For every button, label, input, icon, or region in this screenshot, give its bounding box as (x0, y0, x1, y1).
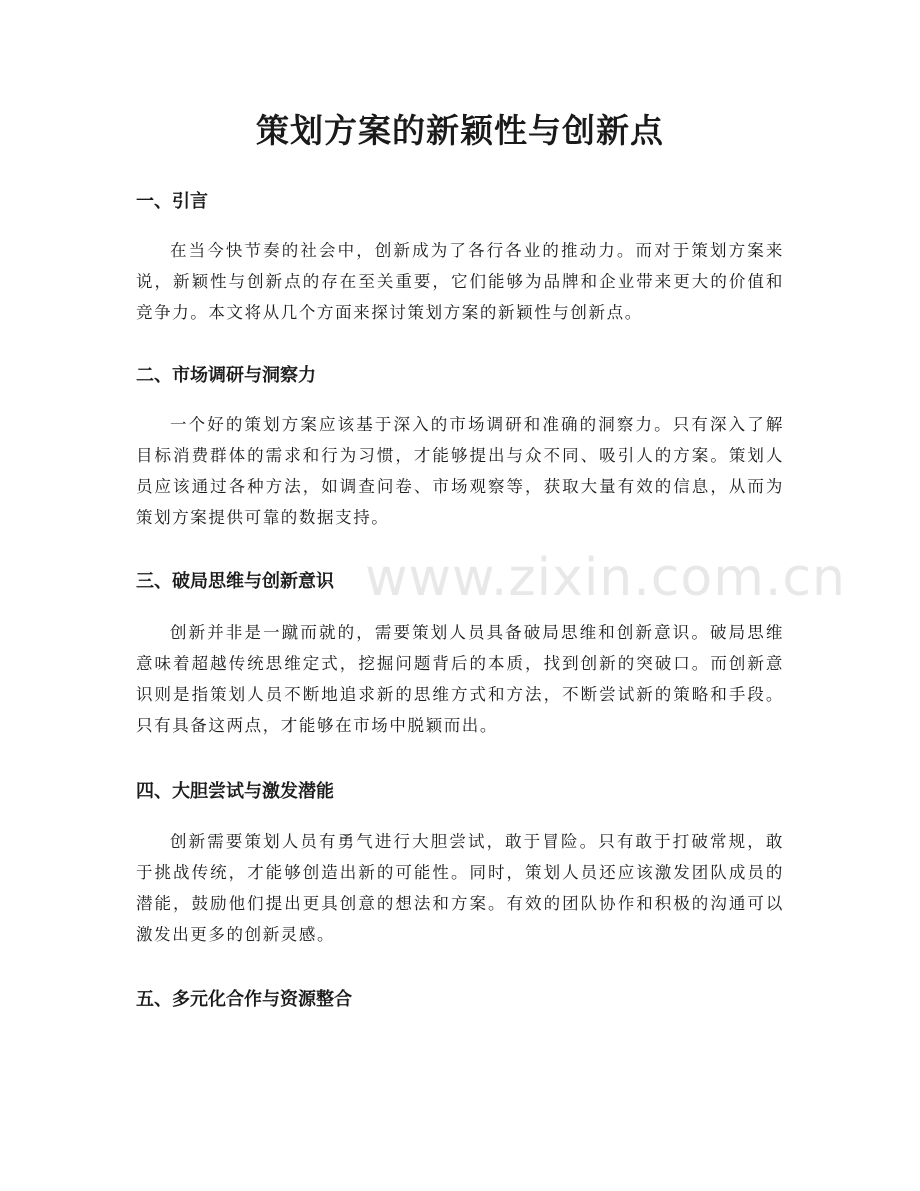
section-heading-bold-attempts: 四、大胆尝试与激发潜能 (136, 781, 334, 802)
section-body-breakthrough-thinking: 创新并非是一蹴而就的，需要策划人员具备破局思维和创新意识。破局思维意味着超越传统思维定式，挖掘问题背后的本质，找到创新的突破口。而创新意识则是指策划人员不断地追求新的思维方式和方法，不断尝试新的策略和手段。只有具备这两点，才能够在市场中脱颖而出。 (136, 623, 784, 735)
section-heading-cooperation: 五、多元化合作与资源整合 (136, 989, 352, 1010)
section-body-intro: 在当今快节奏的社会中，创新成为了各行各业的推动力。而对于策划方案来说，新颖性与创新点的存在至关重要，它们能够为品牌和企业带来更大的价值和竞争力。本文将从几个方面来探讨策划方案的新颖性与创新点。 (136, 241, 784, 322)
section-heading-market-research: 二、市场调研与洞察力 (136, 365, 316, 386)
section-body-market-research: 一个好的策划方案应该基于深入的市场调研和准确的洞察力。只有深入了解目标消费群体的需求和行为习惯，才能够提出与众不同、吸引人的方案。策划人员应该通过各种方法，如调查问卷、市场观察等，获取大量有效的信息，从而为策划方案提供可靠的数据支持。 (136, 415, 784, 527)
section-body-bold-attempts: 创新需要策划人员有勇气进行大胆尝试，敢于冒险。只有敢于打破常规，敢于挑战传统，才能够创造出新的可能性。同时，策划人员还应该激发团队成员的潜能，鼓励他们提出更具创意的想法和方案。有效的团队协作和积极的沟通可以激发出更多的创新灵感。 (136, 832, 784, 944)
section-heading-breakthrough-thinking: 三、破局思维与创新意识 (136, 571, 334, 592)
watermark-text: www.zixin.com.cn (365, 548, 846, 608)
document-title: 策划方案的新颖性与创新点 (256, 111, 664, 150)
section-heading-intro: 一、引言 (136, 191, 208, 212)
